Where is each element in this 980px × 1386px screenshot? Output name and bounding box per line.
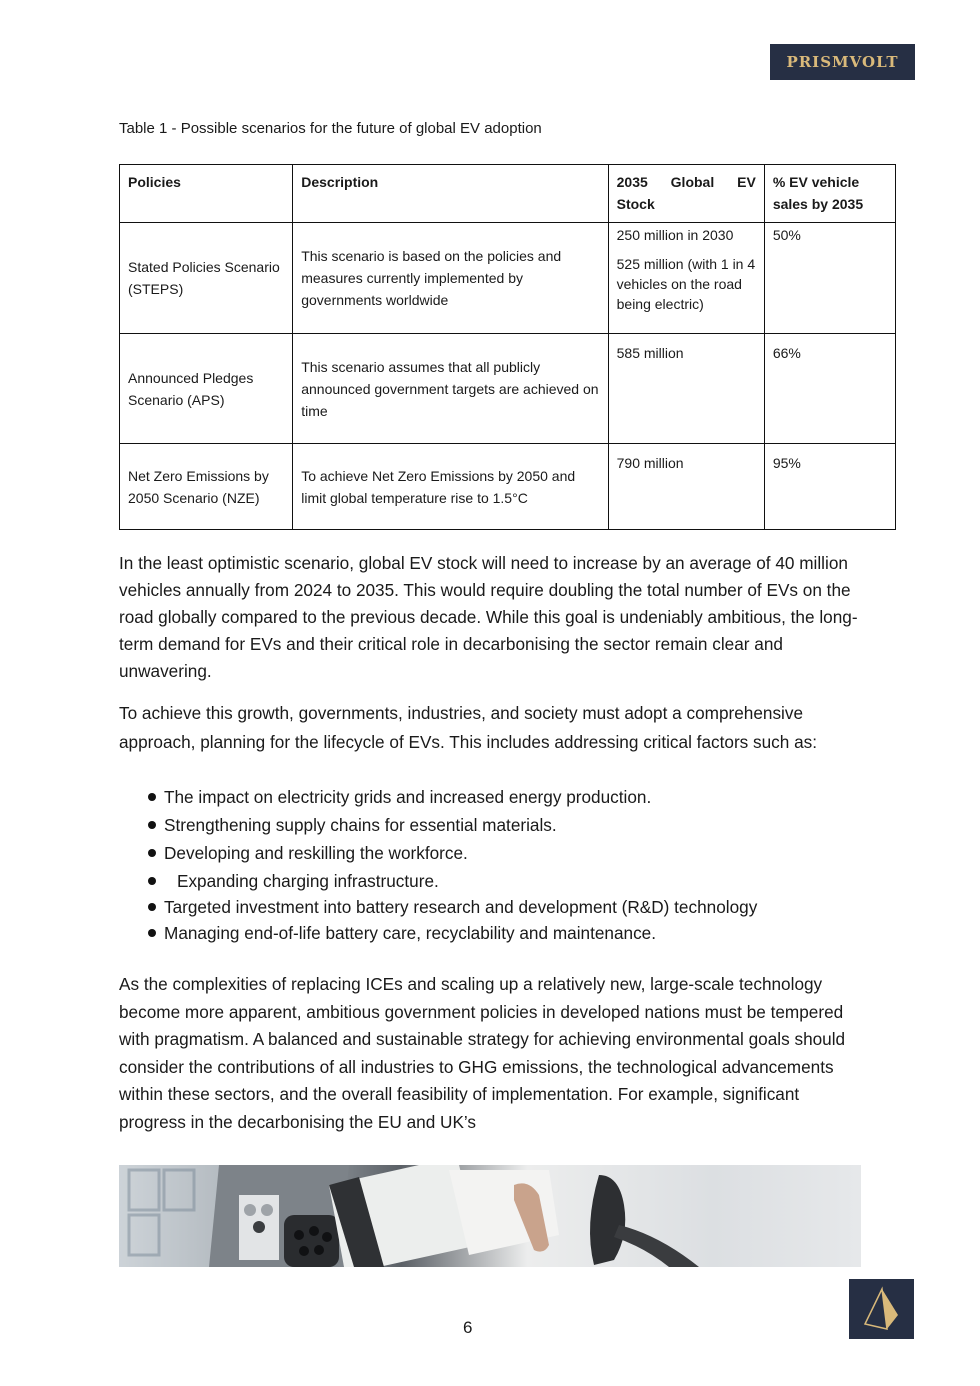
cell-sales: 95%: [764, 444, 895, 530]
list-item: [148, 783, 848, 811]
table-row: [120, 334, 896, 444]
stock-line: 250 million in 2030: [616, 227, 734, 243]
cell-policy: Announced Pledges Scenario (APS): [120, 334, 293, 444]
cell-policy: Net Zero Emissions by 2050 Scenario (NZE): [120, 444, 293, 530]
header-description: Description: [293, 165, 608, 223]
bullet-icon: [148, 877, 156, 885]
cell-stock: [608, 334, 764, 444]
paragraph-pragmatism: As the complexities of replacing ICEs and scaling up a relatively new, large-scale technology become more apparent, ambitious government policies in developed nations must be tempered with pragmatism. A balanced and sustainable strategy for achieving environmental goals should consider the contributions of all industries to GHG emissions, the technological advancements within these sectors, and the overall feasibility of implementation. For example, significant progress in the decarbonising the EU and UK’s: [119, 974, 846, 1132]
ev-charging-illustration: [119, 1165, 861, 1267]
header-global-ev-stock: [608, 165, 764, 223]
bullet-icon: [148, 793, 156, 801]
cell-stock: [608, 444, 764, 530]
list-item-text: Strengthening supply chains for essential materials.: [164, 815, 557, 835]
header-ev-sales: % EV vehicle sales by 2035: [764, 165, 895, 223]
list-item-text: Expanding charging infrastructure.: [177, 871, 439, 891]
page-number: 6: [463, 1318, 473, 1337]
list-item: [148, 811, 848, 839]
list-item-text: Managing end-of-life battery care, recyclability and maintenance.: [164, 923, 657, 943]
list-item: [148, 919, 848, 947]
table-row: [120, 444, 896, 530]
brand-logo: [770, 44, 915, 80]
list-item: [148, 839, 848, 867]
table-row: [120, 223, 896, 334]
header-stock-word: 2035: [616, 174, 648, 190]
cell-sales: 66%: [764, 334, 895, 444]
brand-pyramid-logo: [849, 1279, 914, 1339]
header-stock-word: EV: [737, 174, 756, 190]
cell-policy: Stated Policies Scenario (STEPS): [120, 223, 293, 334]
bullet-icon: [148, 849, 156, 857]
cell-description: This scenario assumes that all publicly announced government targets are achieved on time: [293, 334, 608, 444]
ev-charging-banner-image: [119, 1165, 861, 1267]
brand-name: PRISMVOLT: [786, 53, 899, 71]
bullet-icon: [148, 821, 156, 829]
header-policies: Policies: [120, 165, 293, 223]
stock-line: 790 million: [616, 455, 684, 471]
header-stock-word: Stock: [616, 196, 655, 212]
stock-line: 585 million: [616, 345, 684, 361]
pyramid-icon: [849, 1279, 914, 1339]
header-stock-word: Global: [670, 174, 715, 190]
table-header-row: [120, 165, 896, 223]
table-caption-text: Table 1 - Possible scenarios for the future of global EV adoption: [119, 120, 542, 137]
scenarios-table: [119, 164, 896, 530]
paragraph-least-optimistic: In the least optimistic scenario, global EV stock will need to increase by an average of 40 million vehicles annually from 2024 to 2035. This would require doubling the total number of EVs on the road globally compared to the previous decade. While this goal is undeniably ambitious, the long-term demand for EVs and their critical role in decarbonising the sector remain clear and unwavering.: [119, 553, 858, 681]
list-item: [148, 895, 848, 919]
cell-description: To achieve Net Zero Emissions by 2050 and limit global temperature rise to 1.5°C: [293, 444, 608, 530]
paragraph-comprehensive-approach: To achieve this growth, governments, industries, and society must adopt a comprehensive approach, planning for the lifecycle of EVs. This includes addressing critical factors such as:: [119, 703, 818, 752]
list-item: [148, 867, 848, 895]
stock-line: 525 million (with 1 in 4 vehicles on the road being electric): [616, 256, 756, 312]
list-item-text: The impact on electricity grids and increased energy production.: [164, 787, 652, 807]
cell-description: This scenario is based on the policies and measures currently implemented by governments worldwide: [293, 223, 608, 334]
bullet-icon: [148, 929, 156, 937]
cell-stock: [608, 223, 764, 334]
table-caption: [119, 120, 542, 137]
cell-sales: 50%: [764, 223, 895, 334]
critical-factors-list: [148, 783, 848, 947]
list-item-text: Developing and reskilling the workforce.: [164, 843, 468, 863]
list-item-text: Targeted investment into battery research and development (R&D) technology: [164, 897, 758, 917]
bullet-icon: [148, 903, 156, 911]
